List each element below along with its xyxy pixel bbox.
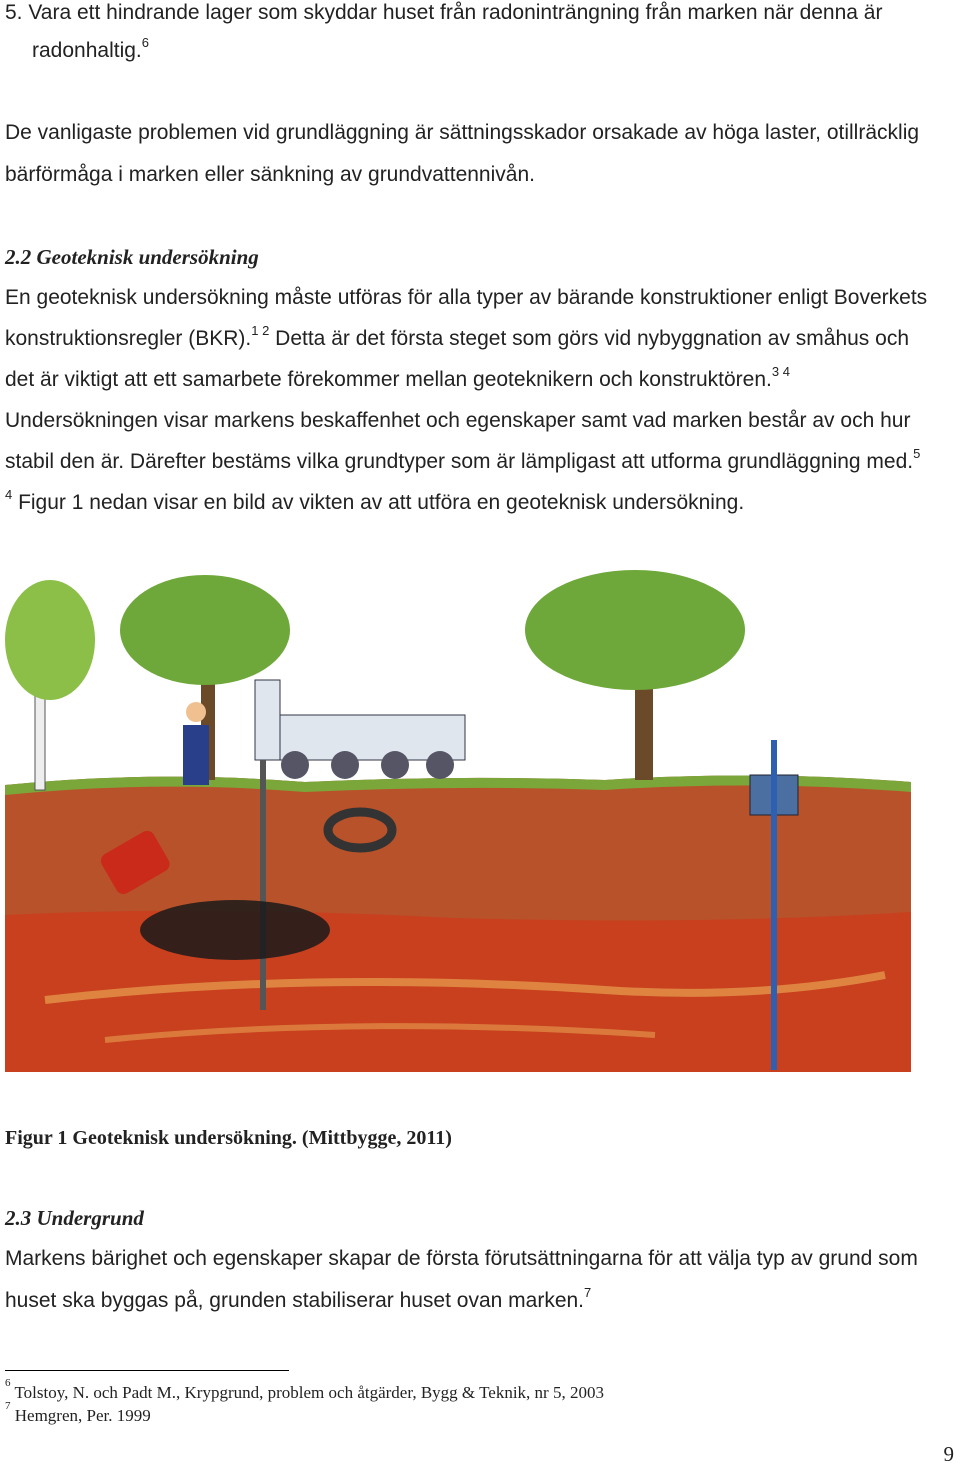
text: konstruktionsregler (BKR).: [5, 327, 252, 350]
paragraph-line: Undersökningen visar markens beskaffenhet och egenskaper samt vad marken består av och hur: [5, 409, 911, 432]
birch-crown: [5, 580, 95, 700]
paragraph-line: [5, 487, 745, 516]
wheel: [331, 751, 359, 779]
text: radonhaltig.: [32, 39, 142, 62]
worker: [183, 725, 209, 785]
footnote-ref: 3 4: [771, 364, 790, 379]
footnote-ref: 6: [141, 35, 149, 50]
paragraph-line: En geoteknisk undersökning måste utföras för alla typer av bärande konstruktioner enligt Boverkets: [5, 286, 928, 309]
wheel: [281, 751, 309, 779]
list-item-5-cont: [32, 35, 149, 64]
page-number: 9: [943, 1442, 954, 1466]
paragraph-line: [5, 1285, 592, 1314]
footnote-number: 7: [5, 1400, 11, 1412]
paragraph-line: [5, 446, 921, 475]
drill-mast: [255, 680, 280, 760]
tree-crown: [120, 575, 290, 685]
footnote-divider: [5, 1370, 289, 1371]
text: Figur 1 nedan visar en bild av vikten av att utföra en geoteknisk undersökning.: [12, 491, 745, 514]
oil-spill: [140, 900, 330, 960]
well-pipe: [771, 740, 777, 1070]
footnote: [5, 1400, 151, 1426]
text: det är viktigt att ett samarbete förekommer mellan geoteknikern och konstruktören.: [5, 368, 772, 391]
footnote-ref: 4: [5, 487, 13, 502]
footnote-ref: 7: [584, 1285, 592, 1300]
tree-crown: [525, 570, 745, 690]
footnote-ref: 1 2: [251, 323, 270, 338]
section-heading: 2.3 Undergrund: [5, 1206, 144, 1230]
footnote-text: Tolstoy, N. och Padt M., Krypgrund, problem och åtgärder, Bygg & Teknik, nr 5, 2003: [14, 1383, 604, 1402]
wheel: [381, 751, 409, 779]
paragraph-line: Markens bärighet och egenskaper skapar de första förutsättningarna för att välja typ av grund som: [5, 1247, 918, 1270]
wheel: [426, 751, 454, 779]
footnote: [5, 1377, 604, 1403]
text: huset ska byggas på, grunden stabiliserar huset ovan marken.: [5, 1289, 585, 1312]
text: stabil den är. Därefter bestäms vilka grundtyper som är lämpligast att utforma grundläggning med.: [5, 450, 914, 473]
worker-head: [186, 702, 206, 722]
section-heading: 2.2 Geoteknisk undersökning: [5, 245, 259, 269]
paragraph-line: De vanligaste problemen vid grundläggning är sättningsskador orsakade av höga laster, otillräcklig: [5, 121, 920, 144]
paragraph-line: [5, 364, 790, 393]
footnote-ref: 5: [913, 446, 921, 461]
figure-caption: Figur 1 Geoteknisk undersökning. (Mittbygge, 2011): [5, 1127, 452, 1149]
geotechnical-illustration: [5, 570, 911, 1072]
text: Detta är det första steget som görs vid nybyggnation av småhus och: [269, 327, 909, 350]
footnote-text: Hemgren, Per. 1999: [14, 1406, 151, 1425]
drill-rod: [260, 760, 266, 1010]
paragraph-line: bärförmåga i marken eller sänkning av grundvattennivån.: [5, 163, 535, 186]
paragraph-line: [5, 323, 909, 352]
list-item-5: 5. Vara ett hindrande lager som skyddar huset från radoninträngning från marken när denna är: [5, 1, 883, 24]
footnote-number: 6: [5, 1377, 11, 1389]
